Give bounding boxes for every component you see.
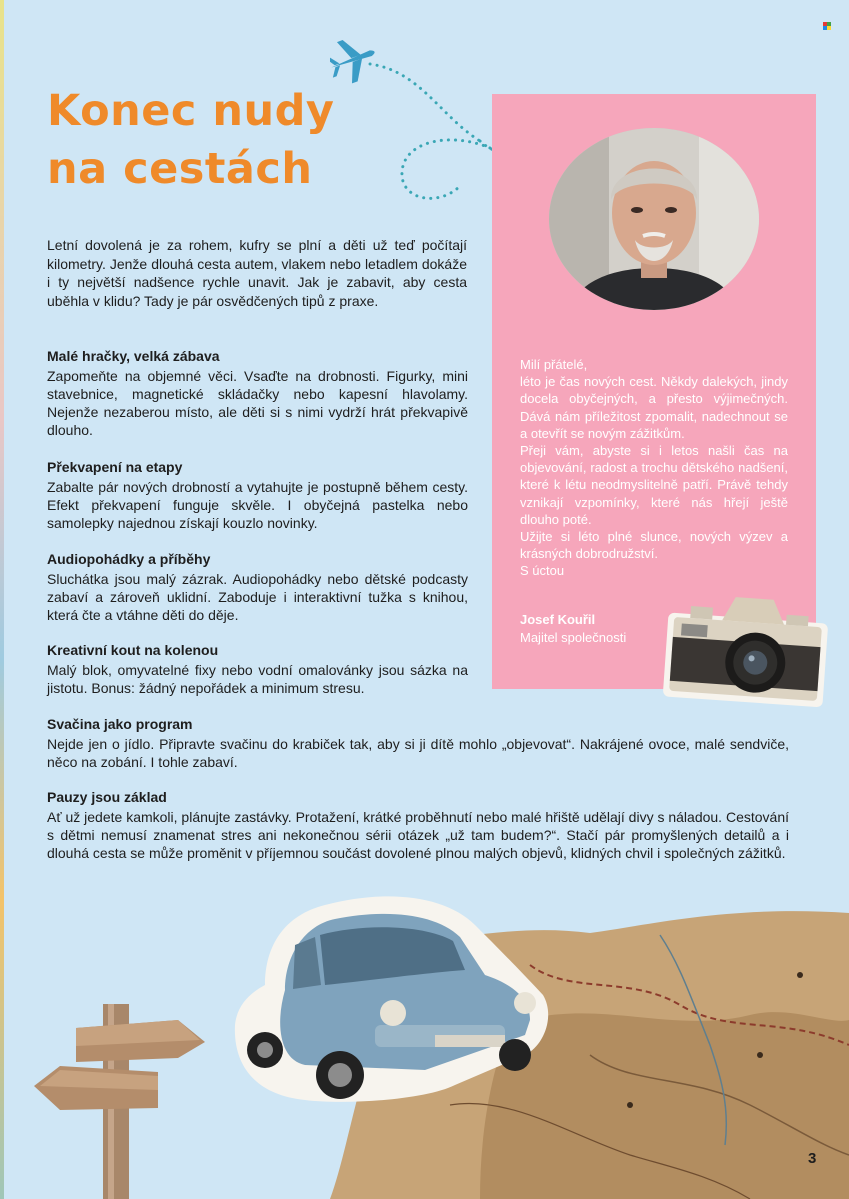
camera-illustration: [660, 590, 832, 715]
tip-section-audio: [47, 550, 468, 624]
tip-section-creative: [47, 641, 468, 697]
vintage-car-illustration: [225, 885, 555, 1115]
tip-heading: Audiopohádky a příběhy: [47, 551, 211, 567]
tip-heading: Kreativní kout na kolenou: [47, 642, 219, 658]
letter-paragraph: Přeji vám, abyste si i letos našli čas na objevování, radost a trochu dětského nadšení, které k létu neodmyslitelně patří. Právě tehdy vznikají vzpomínky, které nás hřejí ještě dlouho poté.: [520, 443, 788, 527]
signature-name: Josef Kouřil: [520, 612, 596, 627]
tip-body: Nejde jen o jídlo. Připravte svačinu do krabiček tak, aby si ji dítě mohlo „objevovat“. Nakrájené ovoce, malé sendviče, něco na zobání. I tohle zabaví.: [47, 736, 789, 770]
portrait-photo: [549, 128, 759, 310]
tip-body: Ať už jedete kamkoli, plánujte zastávky. Protažení, krátké proběhnutí nebo malé hřiště udělají divy s náladou. Cestování s dětmi nemusí znamenat stres ani nekonečnou sérii otázek „už tam budem?“. Stačí pár promyšlených detailů a i dlouhá cesta se může proměnit v příjemnou součást dovolené plnou malých objevů, klidných chvil i společných zážitků.: [47, 809, 789, 861]
dotted-flight-path: [330, 36, 500, 211]
page-title-line-2: na cestách: [47, 144, 313, 194]
tip-heading: Pauzy jsou základ: [47, 789, 167, 805]
brand-logo-icon: [823, 22, 831, 30]
page-title-line-1: Konec nudy: [47, 86, 335, 136]
letter-greeting: Milí přátelé,: [520, 357, 588, 372]
tip-section-surprises: [47, 458, 468, 532]
letter-paragraph: Užijte si léto plné slunce, nových výzev a krásných dobrodružství.: [520, 529, 788, 562]
tip-body: Sluchátka jsou malý zázrak. Audiopohádky nebo dětské podcasty zabaví a zároveň uklidní. Zaboduje i interaktivní tužka s knihou, která čte a vtáhne děti do děje.: [47, 571, 468, 623]
signature-role: Majitel společnosti: [520, 630, 627, 645]
page-title: [47, 82, 334, 198]
letter-closing: S úctou: [520, 563, 565, 579]
tip-heading: Překvapení na etapy: [47, 459, 183, 475]
tip-body: Malý blok, omyvatelné fixy nebo vodní omalovánky jsou sázka na jistotu. Bonus: žádný nepořádek a minimum stresu.: [47, 662, 468, 696]
signpost-illustration: [30, 1000, 210, 1199]
intro-paragraph: Letní dovolená je za rohem, kufry se plní a děti už teď počítají kilometry. Jenže dlouhá cesta autem, vlakem nebo letadlem dokáže i ty největší nadšence rychle unavit. Jak je zabavit, aby cesta uběhla v klidu? Tady je pár osvědčených tipů z praxe.: [47, 237, 467, 309]
tip-section-snack: [47, 715, 789, 771]
editorial-letter: [520, 356, 788, 580]
left-edge-strip: [0, 0, 4, 1199]
tip-body: Zabalte pár nových drobností a vytahujte je postupně během cesty. Efekt překvapení funguje skvěle. I obyčejná pastelka nebo samolepky najednou získají kouzlo novinky.: [47, 479, 468, 531]
letter-paragraph: léto je čas nových cest. Někdy dalekých, jindy docela obyčejných, a přesto výjimečných. Dává nám příležitost zpomalit, nadechnout se a otevřít se novým zážitkům.: [520, 374, 788, 441]
tip-section-small-toys: [47, 347, 468, 439]
tip-heading: Svačina jako program: [47, 716, 193, 732]
airplane-icon: [330, 36, 382, 89]
page-number: 3: [808, 1150, 817, 1167]
tip-body: Zapomeňte na objemné věci. Vsaďte na drobnosti. Figurky, mini stavebnice, magnetické skládačky nebo kapesní hlavolamy. Nejenže nezaberou místo, ale děti si s nimi vydrží hrát překvapivě dlouho.: [47, 368, 468, 438]
tip-section-breaks: [47, 788, 789, 862]
tip-heading: Malé hračky, velká zábava: [47, 348, 220, 364]
